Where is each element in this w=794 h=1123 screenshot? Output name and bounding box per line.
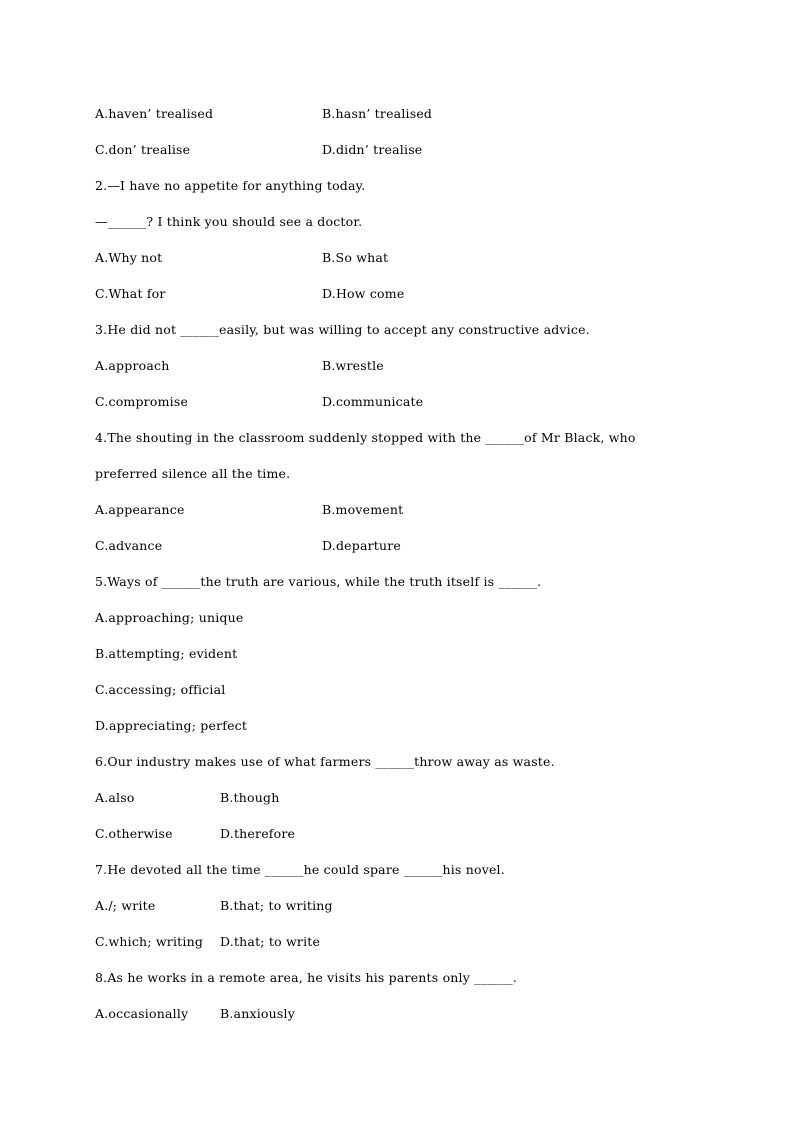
q6-option-a: A.also xyxy=(95,790,135,805)
q1-option-d: D.didn’ trealise xyxy=(322,142,423,157)
q5-stem: 5.Ways of ______the truth are various, while the truth itself is ______. xyxy=(95,574,542,589)
q1-option-a: A.haven’ trealised xyxy=(95,106,214,121)
q6-stem: 6.Our industry makes use of what farmers ______throw away as waste. xyxy=(95,754,555,769)
q7-option-b: B.that; to writing xyxy=(220,898,333,913)
q3-stem: 3.He did not ______easily, but was willing to accept any constructive advice. xyxy=(95,322,590,337)
q6-option-b: B.though xyxy=(220,790,280,805)
q2-option-c: C.What for xyxy=(95,286,166,301)
q7-option-c: C.which; writing xyxy=(95,934,204,949)
q4-option-b: B.movement xyxy=(322,502,404,517)
q4-option-a: A.appearance xyxy=(95,502,185,517)
q4-stem-line1: 4.The shouting in the classroom suddenly stopped with the ______of Mr Black, who xyxy=(95,430,636,445)
q8-option-b: B.anxiously xyxy=(220,1006,295,1021)
q5-option-a: A.approaching; unique xyxy=(95,610,244,625)
q3-option-d: D.communicate xyxy=(322,394,424,409)
q3-option-a: A.approach xyxy=(95,358,170,373)
q4-option-c: C.advance xyxy=(95,538,163,553)
q2-stem-line1: 2.—I have no appetite for anything today. xyxy=(95,178,366,193)
q1-option-b: B.hasn’ trealised xyxy=(322,106,433,121)
q2-option-b: B.So what xyxy=(322,250,389,265)
q8-option-a: A.occasionally xyxy=(95,1006,189,1021)
q3-option-b: B.wrestle xyxy=(322,358,384,373)
q4-stem-line2: preferred silence all the time. xyxy=(95,466,291,481)
q8-stem: 8.As he works in a remote area, he visits his parents only ______. xyxy=(95,970,518,985)
q7-option-a: A./; write xyxy=(95,898,156,913)
q5-option-d: D.appreciating; perfect xyxy=(95,718,248,733)
q1-option-c: C.don’ trealise xyxy=(95,142,191,157)
q2-option-a: A.Why not xyxy=(95,250,163,265)
q2-stem-line2: —______? I think you should see a doctor. xyxy=(95,214,363,229)
q7-stem: 7.He devoted all the time ______he could spare ______his novel. xyxy=(95,862,505,877)
q3-option-c: C.compromise xyxy=(95,394,189,409)
q4-option-d: D.departure xyxy=(322,538,402,553)
q6-option-d: D.therefore xyxy=(220,826,296,841)
q7-option-d: D.that; to write xyxy=(220,934,321,949)
q2-option-d: D.How come xyxy=(322,286,405,301)
q5-option-c: C.accessing; official xyxy=(95,682,226,697)
q6-option-c: C.otherwise xyxy=(95,826,173,841)
q5-option-b: B.attempting; evident xyxy=(95,646,238,661)
